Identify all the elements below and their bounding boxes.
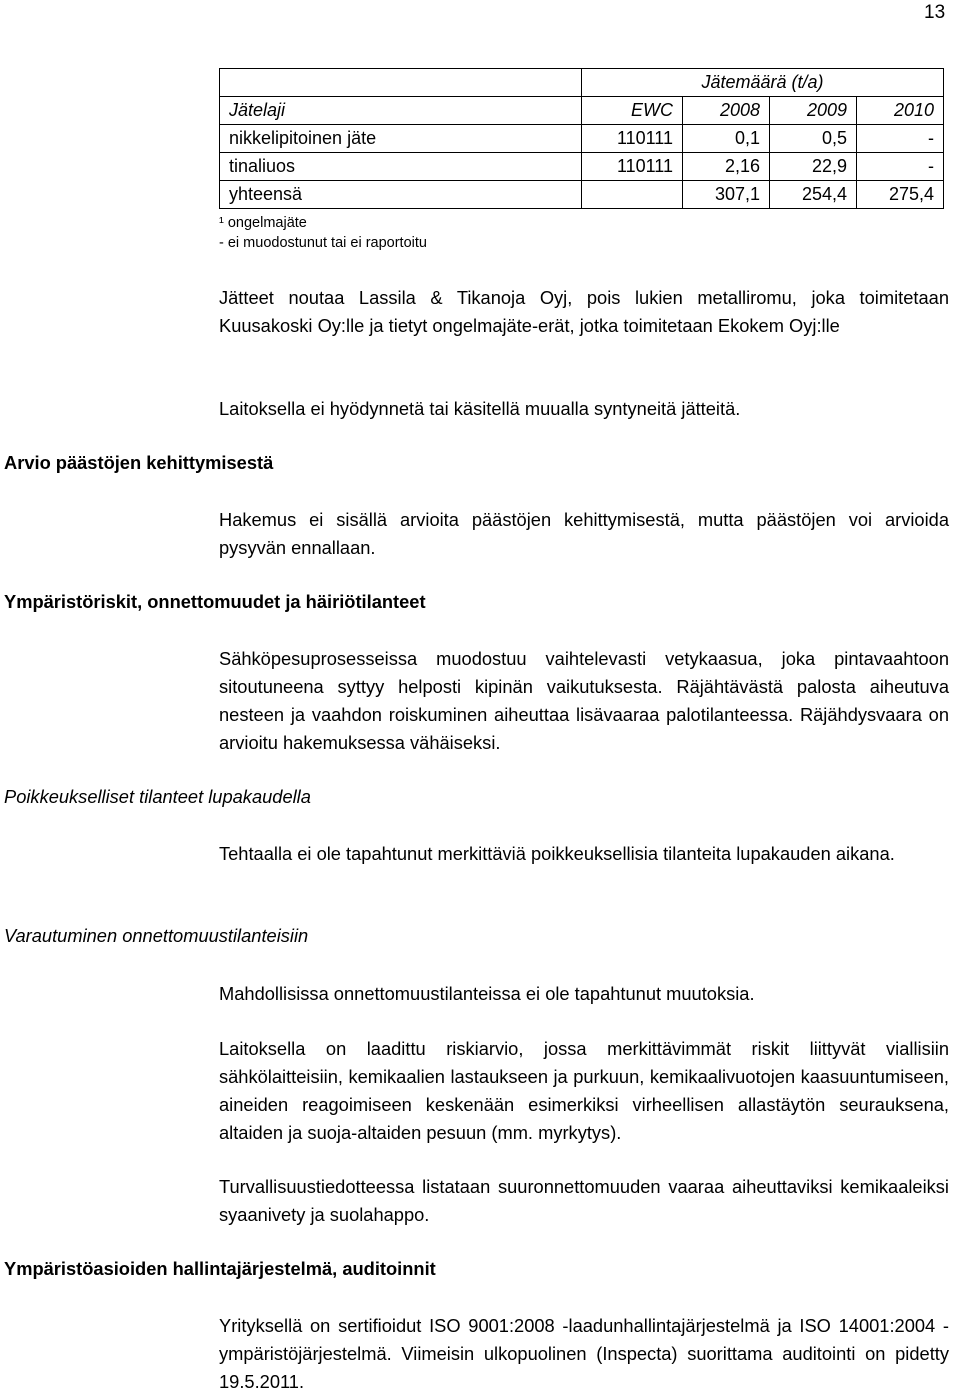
table-cell: 22,9 (770, 153, 857, 181)
column-header-ewc: EWC (582, 97, 683, 125)
table-cell: 307,1 (683, 181, 770, 209)
table-cell: tinaliuos (220, 153, 582, 181)
table-cell: 254,4 (770, 181, 857, 209)
paragraph-no-external-waste: Laitoksella ei hyödynnetä tai käsitellä muualla syntyneitä jätteitä. (219, 398, 741, 419)
waste-table (219, 68, 944, 209)
page-number: 13 (924, 2, 946, 23)
table-row-total (220, 181, 944, 209)
table-cell: 275,4 (857, 181, 944, 209)
table-cell (582, 181, 683, 209)
table-cell: - (857, 125, 944, 153)
paragraph-audits: Yrityksellä on sertifioidut ISO 9001:2008 -laadunhallintajärjestelmä ja ISO 14001:2004 -ympäristöjärjestelmä. Viimeisin ulkopuolinen (Inspecta) suorittama auditointi on pidetty 19.5.2011. (219, 1315, 949, 1392)
paragraph-preparedness-2: Laitoksella on laadittu riskiarvio, jossa merkittävimmät riskit liittyvät viallisiin sähkölaitteisiin, kemikaalien lastaukseen ja purkuun, kemikaalivuotojen kaasuuntumiseen, aineiden reagoimiseen keskenään esimerkiksi virheellisen allastäytön seurauksena, altaiden ja suoja-altaiden pesuun (mm. myrkytys). (219, 1038, 949, 1143)
table-super-header-row (220, 69, 944, 97)
paragraph-risks: Sähköpesuprosesseissa muodostuu vaihtelevasti vetykaasua, joka pintavaahtoon sitoutuneena syttyy helposti kipinän vaikutuksesta. Räjähtävästä palosta aiheutuva nesteen ja vaahdon roiskuminen aiheuttaa lisävaaraa palotilanteessa. Räjähdysvaara on arvioitu hakemuksessa vähäiseksi. (219, 648, 949, 753)
table-cell: 0,5 (770, 125, 857, 153)
table-header-row (220, 97, 944, 125)
heading-exceptional: Poikkeukselliset tilanteet lupakaudella (4, 786, 311, 807)
table-cell: 110111 (582, 125, 683, 153)
table-footnote: ¹ ongelmajäte (219, 215, 307, 231)
table-cell: 2,16 (683, 153, 770, 181)
heading-preparedness: Varautuminen onnettomuustilanteisiin (4, 925, 309, 946)
heading-risks: Ympäristöriskit, onnettomuudet ja häiriötilanteet (4, 591, 426, 612)
column-header-jatelaji: Jätelaji (220, 97, 582, 125)
paragraph-waste-collection: Jätteet noutaa Lassila & Tikanoja Oyj, pois lukien metalliromu, joka toimitetaan Kuusakoski Oy:lle ja tietyt ongelmajäte-erät, jotka toimitetaan Ekokem Oyj:lle (219, 287, 949, 336)
paragraph-emissions-forecast: Hakemus ei sisällä arvioita päästöjen kehittymisestä, mutta päästöjen voi arvioida pysyvän ennallaan. (219, 509, 949, 558)
heading-management: Ympäristöasioiden hallintajärjestelmä, auditoinnit (4, 1258, 436, 1279)
table-row (220, 125, 944, 153)
table-super-header: Jätemäärä (t/a) (582, 69, 944, 97)
table-cell: 110111 (582, 153, 683, 181)
table-cell: 0,1 (683, 125, 770, 153)
table-footnote: - ei muodostunut tai ei raportoitu (219, 235, 427, 251)
paragraph-exceptional: Tehtaalla ei ole tapahtunut merkittäviä poikkeuksellisia tilanteita lupakauden aikana. (219, 843, 895, 864)
table-cell: yhteensä (220, 181, 582, 209)
paragraph-preparedness-3: Turvallisuustiedotteessa listataan suuronnettomuuden vaaraa aiheuttaviksi kemikaaleiksi syaanivety ja suolahappo. (219, 1176, 949, 1225)
column-header-2009: 2009 (770, 97, 857, 125)
column-header-2008: 2008 (683, 97, 770, 125)
column-header-2010: 2010 (857, 97, 944, 125)
table-cell: - (857, 153, 944, 181)
table-cell: nikkelipitoinen jäte (220, 125, 582, 153)
paragraph-preparedness-1: Mahdollisissa onnettomuustilanteissa ei ole tapahtunut muutoksia. (219, 983, 755, 1004)
heading-emissions: Arvio päästöjen kehittymisestä (4, 452, 274, 473)
table-row (220, 153, 944, 181)
table-corner-cell (220, 69, 582, 97)
